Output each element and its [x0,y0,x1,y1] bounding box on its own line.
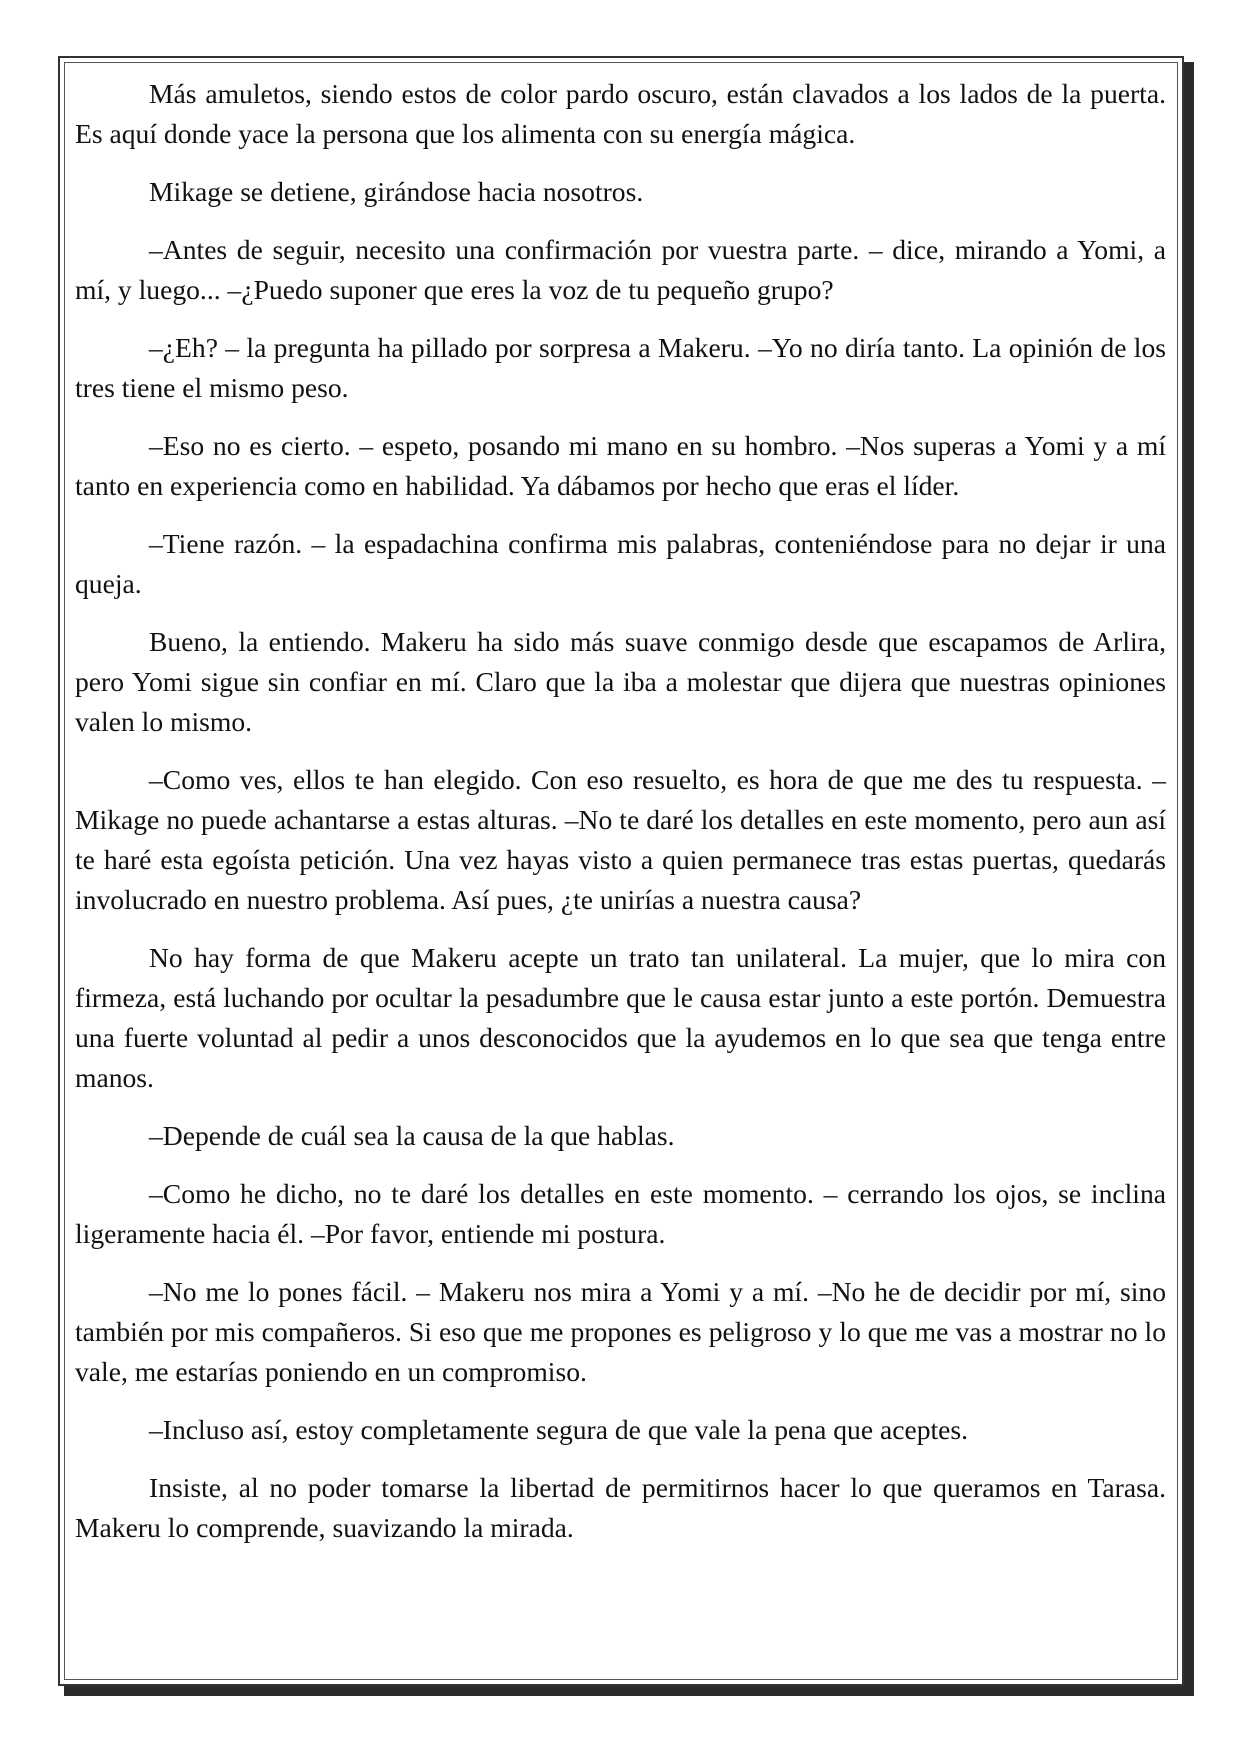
paragraph: –Como ves, ellos te han elegido. Con eso resuelto, es hora de que me des tu respuesta. – Mikage no puede achantarse a estas alturas. –No te daré los detalles en este momento, pero aun así te haré esta egoísta petición. Una vez hayas visto a quien permanece tras estas puertas, quedarás involucrado en nuestro problema. Así pues, ¿te unirías a nuestra causa? [75,764,1166,915]
document-body [75,74,1166,1566]
paragraph: –Eso no es cierto. – espeto, posando mi mano en su hombro. –Nos superas a Yomi y a mí tanto en experiencia como en habilidad. Ya dábamos por hecho que eras el líder. [75,430,1166,501]
paragraph: –Depende de cuál sea la causa de la que hablas. [149,1120,675,1151]
paragraph: –Antes de seguir, necesito una confirmación por vuestra parte. – dice, mirando a Yomi, a mí, y luego... –¿Puedo suponer que eres la voz de tu pequeño grupo? [75,234,1166,305]
paragraph: Insiste, al no poder tomarse la libertad de permitirnos hacer lo que queramos en Tarasa. Makeru lo comprende, suavizando la mirada. [75,1472,1166,1543]
paragraph: Más amuletos, siendo estos de color pardo oscuro, están clavados a los lados de la puerta. Es aquí donde yace la persona que los alimenta con su energía mágica. [75,78,1166,149]
paragraph: –¿Eh? – la pregunta ha pillado por sorpresa a Makeru. –Yo no diría tanto. La opinión de los tres tiene el mismo peso. [75,332,1166,403]
paragraph: No hay forma de que Makeru acepte un trato tan unilateral. La mujer, que lo mira con firmeza, está luchando por ocultar la pesadumbre que le causa estar junto a este portón. Demuestra una fuerte voluntad al pedir a unos desconocidos que la ayudemos en lo que sea que tenga entre manos. [75,942,1166,1093]
paragraph: Mikage se detiene, girándose hacia nosotros. [149,176,644,207]
paragraph: –No me lo pones fácil. – Makeru nos mira a Yomi y a mí. –No he de decidir por mí, sino también por mis compañeros. Si eso que me propones es peligroso y lo que me vas a mostrar no lo vale, me estarías poniendo en un compromiso. [75,1276,1166,1387]
paragraph: –Tiene razón. – la espadachina confirma mis palabras, conteniéndose para no dejar ir una queja. [75,528,1166,599]
paragraph: –Como he dicho, no te daré los detalles en este momento. – cerrando los ojos, se inclina ligeramente hacia él. –Por favor, entiende mi postura. [75,1178,1166,1249]
paragraph: Bueno, la entiendo. Makeru ha sido más suave conmigo desde que escapamos de Arlira, pero Yomi sigue sin confiar en mí. Claro que la iba a molestar que dijera que nuestras opiniones valen lo mismo. [75,626,1166,737]
paragraph: –Incluso así, estoy completamente segura de que vale la pena que aceptes. [149,1414,969,1445]
